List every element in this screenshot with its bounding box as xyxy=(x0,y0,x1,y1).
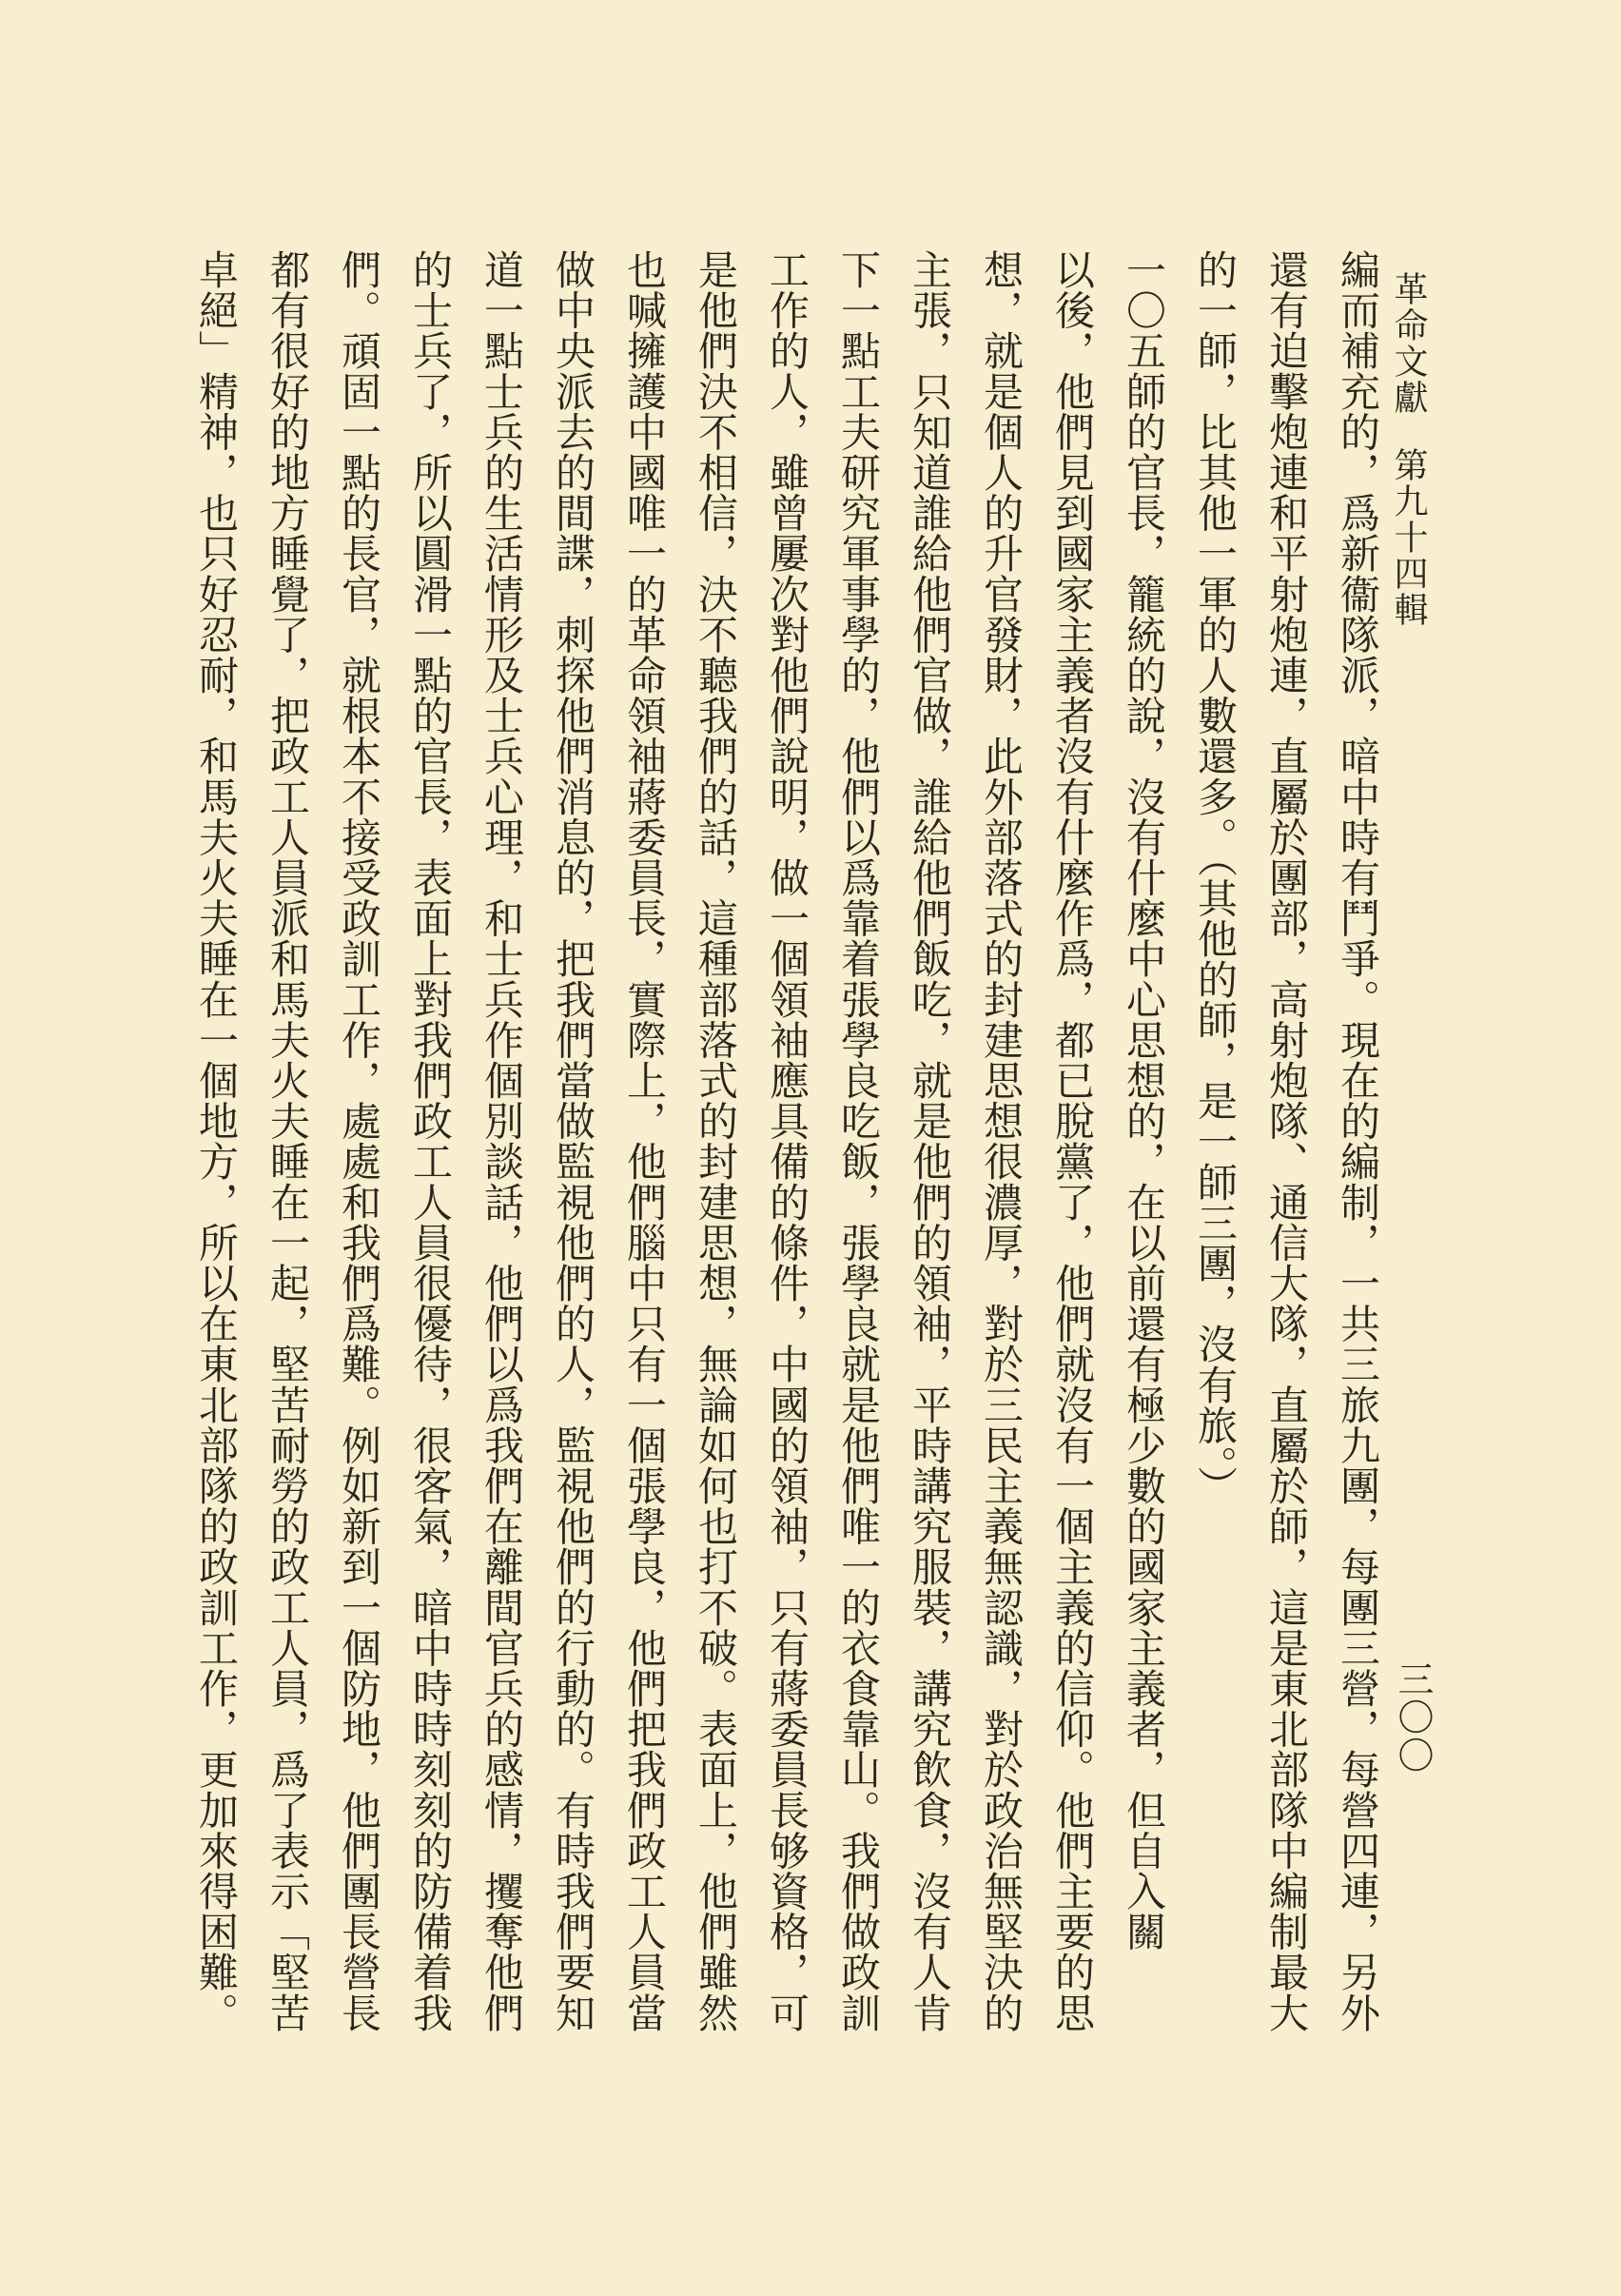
volume-number: 第九十四輯 xyxy=(1389,447,1428,629)
page-number: 三〇〇 xyxy=(1392,1660,1434,1775)
text-column: 編而補充的，爲新衞隊派，暗中時有鬥爭。現在的編制，一共三旅九團，每團三營，每營四連，另外 xyxy=(1335,249,1381,2033)
text-column: 一〇五師的官長，籠統的說，沒有什麼中心思想的，在以前還有極少數的國家主義者，但自入關 xyxy=(1121,249,1167,1953)
text-column: 的士兵了，所以圓滑一點的官長，表面上對我們政工人員很優待，很客氣，暗中時時刻刻的防備着我 xyxy=(407,249,454,2033)
text-column: 們。頑固一點的長官，就根本不接受政訓工作，處處和我們爲難。例如新到一個防地，他們團長營長 xyxy=(336,249,382,2033)
text-column: 以後，他們見到國家主義者沒有什麼作爲，都已脫黨了，他們就沒有一個主義的信仰。他們主要的思 xyxy=(1049,249,1096,2033)
text-column: 道一點士兵的生活情形及士兵心理，和士兵作個別談話，他們以爲我們在離間官兵的感情，攫奪他們 xyxy=(478,249,525,2033)
text-column: 的一師，比其他一軍的人數還多。（其他的師，是一師三團，沒有旅。） xyxy=(1192,249,1239,1507)
text-column: 下一點工夫研究軍事學的，他們以爲靠着張學良吃飯，張學良就是他們唯一的衣食靠山。我們做政訓 xyxy=(835,249,882,2033)
text-column: 也喊擁護中國唯一的革命領袖蔣委員長，實際上，他們腦中只有一個張學良，他們把我們政工人員當 xyxy=(621,249,668,2033)
text-column: 工作的人，雖曾屢次對他們說明，做一個領袖應具備的條件，中國的領袖，只有蔣委員長够資格，可 xyxy=(764,249,810,2033)
text-column: 想，就是個人的升官發財，此外部落式的封建思想很濃厚，對於三民主義無認識，對於政治無堅決的 xyxy=(978,249,1025,2033)
text-column: 都有很好的地方睡覺了，把政工人員派和馬夫火夫睡在一起，堅苦耐勞的政工人員，爲了表示「堅苦 xyxy=(264,249,311,2033)
text-column: 做中央派去的間諜，刺探他們消息的，把我們當做監視他們的人，監視他們的行動的。有時我們要知 xyxy=(550,249,596,2033)
text-column: 主張，只知道誰給他們官做，誰給他們飯吃，就是他們的領袖，平時講究服裝，講究飲食，沒有人肯 xyxy=(907,249,953,2033)
book-title: 革命文獻 xyxy=(1389,271,1428,416)
text-column: 還有迫擊炮連和平射炮連，直屬於團部，高射炮隊、通信大隊，直屬於師，這是東北部隊中編制最大 xyxy=(1263,249,1310,2033)
text-column: 卓絕」精神，也只好忍耐，和馬夫火夫睡在一個地方，所以在東北部隊的政訓工作，更加來得困難。 xyxy=(193,249,240,2033)
body-text xyxy=(181,249,1394,2095)
text-column: 是他們決不相信，決不聽我們的話，這種部落式的封建思想，無論如何也打不破。表面上，他們雖然 xyxy=(693,249,739,2033)
